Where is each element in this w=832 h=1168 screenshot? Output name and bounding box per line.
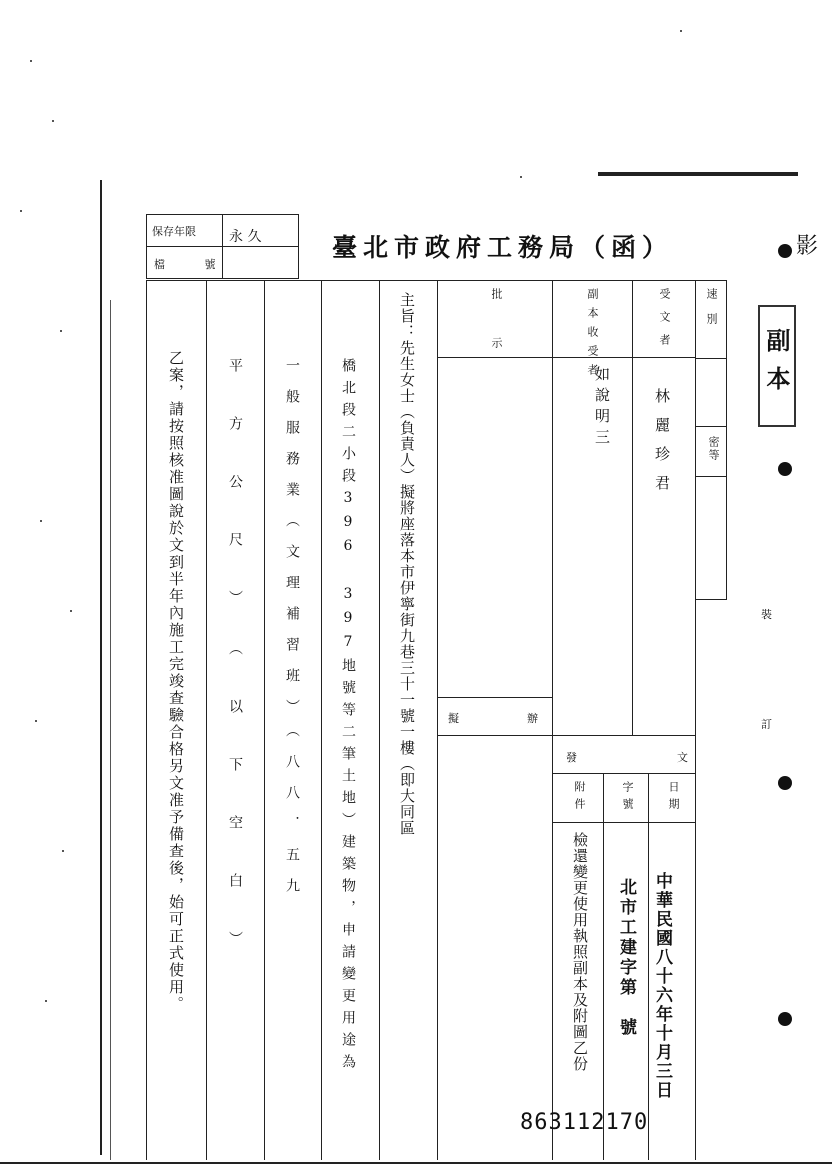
body-line-5: 乙案，請按照核准圖說於文到半年內施工完竣查驗合格另文准予備查後，始可正式使用。 [167, 350, 185, 1013]
top-right-scan-edge [598, 172, 798, 176]
date-value: 中華民國八十六年十月三日 [652, 872, 672, 1100]
stamp-edge-mark: 影 [796, 234, 819, 259]
margin-mark-upper: 裝 [761, 608, 772, 621]
punch-hole-4 [778, 1012, 792, 1026]
punch-hole-2 [778, 462, 792, 476]
speed-label: 速別 [705, 288, 718, 338]
left-border-line-inner [110, 300, 111, 1160]
draft-label: 擬辦 [448, 712, 606, 725]
punch-hole-3 [778, 776, 792, 790]
document-title: 臺北市政府工務局（函） [332, 233, 674, 262]
file-no-label: 檔 號 [154, 258, 234, 271]
retention-label: 保存年限 [152, 225, 196, 238]
left-border-line [100, 180, 102, 1155]
body-line-3: 一般服務業（文理補習班）（八八．五九 [284, 358, 300, 909]
issue-label: 發文 [566, 751, 788, 764]
date-label: 日期 [667, 781, 680, 815]
approval-label: 批示 [490, 288, 503, 386]
margin-mark-lower: 訂 [761, 718, 772, 731]
attachment-label: 附件 [573, 781, 586, 815]
copy-stamp: 副本 [758, 305, 796, 427]
cc-value: 如說明三 [593, 366, 611, 450]
body-line-2: 橋北段二小段396 397地號等二筆土地）建築物，申請變更用途為 [340, 358, 356, 1076]
bottom-edge-line [0, 1162, 832, 1164]
body-line-4: 平方公尺）（以下空白） [227, 358, 243, 989]
punch-hole-1 [778, 244, 792, 258]
attachment-value: 檢還變更使用執照副本及附圖乙份 [571, 832, 589, 1072]
recipient-label: 受文者 [658, 288, 671, 357]
cc-label: 副本收受者 [586, 288, 599, 383]
secret-level-label: 密等 [707, 436, 720, 462]
number-label: 字號 [621, 781, 634, 815]
recipient-name: 林麗珍君 [653, 388, 671, 504]
number-value: 北市工建字第 號 [616, 878, 636, 1038]
serial-number: 863112170 [520, 1110, 649, 1135]
retention-value: 永 久 [229, 229, 262, 245]
body-line-1: 主旨：先生女士（負責人）擬將座落本市伊寧街九巷三十一號一樓（即大同區 [398, 292, 416, 836]
